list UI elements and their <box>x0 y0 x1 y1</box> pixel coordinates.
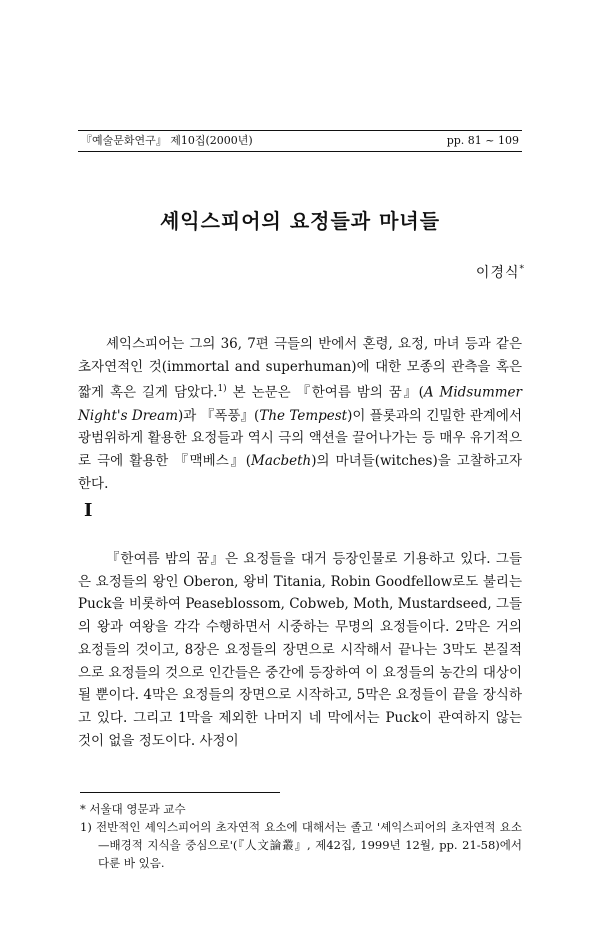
author-name-text: 이경식 <box>475 265 520 281</box>
intro-text-4: )이 플롯과의 긴밀한 관계에서 광범위하게 활용한 요정들과 역시 극의 액션을 끌어나가는 등 매우 유기적으로 극에 활용한 『맥베스』( <box>78 407 522 470</box>
footnote-affiliation: * 서울대 영문과 교수 <box>80 802 186 816</box>
running-header <box>78 130 522 152</box>
title-tempest: The Tempest <box>259 407 348 424</box>
title-midsummer: A Midsummer Night's Dream <box>78 384 522 424</box>
author-footnote-mark: * <box>519 264 525 275</box>
intro-text-5: )의 마녀들(witches)을 고찰하고자 한다. <box>78 453 523 492</box>
footnotes <box>80 800 522 872</box>
footnote-ref-1: 1) <box>217 384 227 395</box>
intro-text-1: 셰익스피어는 그의 36, 7편 극들의 반에서 혼령, 요정, 마녀 등과 같은 초자연적인 것(immortal and superhuman)에 대한 모종의 관측을 혹은 짧게 혹은 길게 담았다. <box>78 336 522 401</box>
intro-text-3: )과 『폭풍』( <box>178 407 260 424</box>
journal-citation: 『예술문화연구』 제10집(2000년) <box>81 134 253 147</box>
title-macbeth: Macbeth <box>251 453 312 470</box>
paper-title: 셰익스피어의 요정들과 마녀들 <box>159 209 441 233</box>
intro-text-2: 본 논문은 『한여름 밤의 꿈』( <box>226 384 424 401</box>
body-paragraph: 『한여름 밤의 꿈』은 요정들을 대거 등장인물로 기용하고 있다. 그들은 요정들의 왕인 Oberon, 왕비 Titania, Robin Goodfellow로도 불리는 Puck을 비롯하여 Peaseblossom, Cobweb, Moth, Mustardseed, 그들의 왕과 여왕을 각각 수행하면서 시중하는 무명의 요정들이다. 2막은 거의 요정들의 것이고, 8장은 요정들의 장면으로 시작해서 끝나는 3막도 본질적으로 요정들의 것으로 인간들은 중간에 등장하여 이 요정들의 농간의 대상이 될 뿐이다. 4막은 요정들의 장면으로 시작하고, 5막은 요정들이 끝을 장식하고 있다. 그리고 1막을 제외한 나머지 네 막에서는 Puck이 관여하지 않는 것이 없을 정도이다. 사정이 <box>78 551 522 749</box>
author-name <box>476 262 525 282</box>
section-heading: I <box>84 500 93 521</box>
footnote-1: 1) 전반적인 셰익스피어의 초자연적 요소에 대해서는 졸고 '셰익스피어의 초자연적 요소—배경적 지식을 중심으로'(『人文論叢』, 제42집, 1999년 12월, pp. 21-58)에서 다룬 바 있음. <box>80 820 522 870</box>
footnote-divider <box>80 792 280 793</box>
intro-paragraph <box>78 333 522 495</box>
page-range: pp. 81 ~ 109 <box>446 134 519 147</box>
